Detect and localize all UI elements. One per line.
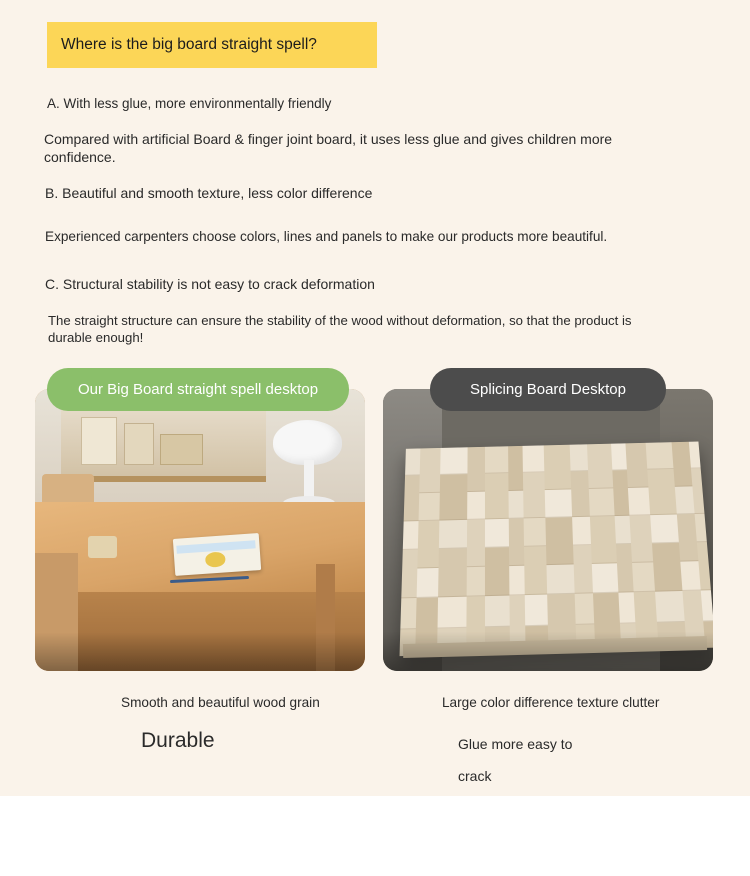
right-pill-label: Splicing Board Desktop [430,368,666,411]
section-b-title: B. Beautiful and smooth texture, less color difference [45,185,373,201]
section-a-body: Compared with artificial Board & finger joint board, it uses less glue and gives children more confidence. [44,131,613,165]
splicing-desktop-photo [383,389,713,671]
right-caption: Large color difference texture clutter [442,695,660,710]
section-a-title: A. With less glue, more environmentally friendly [47,96,332,111]
section-c-title: C. Structural stability is not easy to crack deformation [45,276,375,292]
left-highlight: Durable [141,729,215,752]
page-bottom-spacer [0,796,750,876]
right-note-line2: crack [458,768,492,784]
comparison-section [0,368,750,788]
left-pill-label: Our Big Board straight spell desktop [47,368,349,411]
section-b-body: Experienced carpenters choose colors, lines and panels to make our products more beautiful. [45,229,608,244]
right-note-line1: Glue more easy to [458,736,573,752]
headline-banner: Where is the big board straight spell? [47,22,377,68]
section-c-body: The straight structure can ensure the stability of the wood without deformation, so that the product is durable enough! [48,313,632,345]
left-caption: Smooth and beautiful wood grain [121,695,320,710]
our-desktop-photo [35,389,365,671]
